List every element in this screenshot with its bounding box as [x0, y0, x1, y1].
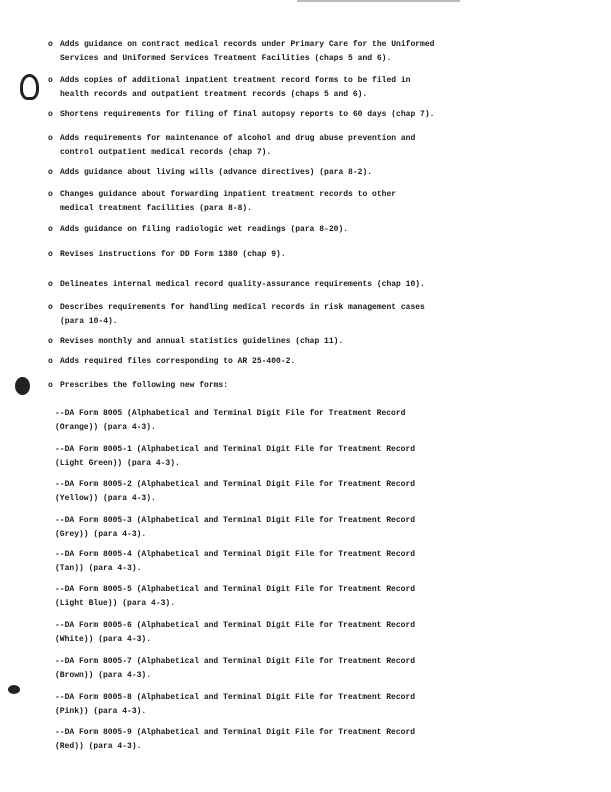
- change-item: [48, 38, 468, 66]
- form-item: [55, 619, 475, 647]
- scan-top-rule: [297, 0, 460, 2]
- form-line-1: --DA Form 8005-1 (Alphabetical and Terminal Digit File for Treatment Record: [55, 445, 416, 454]
- change-item: [48, 379, 468, 393]
- form-line-1: --DA Form 8005-8 (Alphabetical and Terminal Digit File for Treatment Record: [55, 693, 416, 702]
- form-item: [55, 691, 475, 719]
- change-item: [48, 74, 468, 102]
- punch-hole-mark: [20, 74, 39, 100]
- change-line-1: Adds guidance on filing radiologic wet readings (para 8-20).: [60, 225, 349, 234]
- form-line-1: --DA Form 8005-5 (Alphabetical and Terminal Digit File for Treatment Record: [55, 585, 416, 594]
- bullet: o: [48, 168, 53, 177]
- form-line-1: --DA Form 8005-6 (Alphabetical and Terminal Digit File for Treatment Record: [55, 621, 416, 630]
- form-line-2: (White)) (para 4-3).: [55, 635, 152, 644]
- form-line-1: --DA Form 8005-9 (Alphabetical and Terminal Digit File for Treatment Record: [55, 728, 416, 737]
- change-item: [48, 223, 468, 237]
- change-line-2: control outpatient medical records (chap 7).: [60, 148, 272, 157]
- change-line-1: Revises monthly and annual statistics guidelines (chap 11).: [60, 337, 344, 346]
- bullet: o: [48, 134, 53, 143]
- change-line-1: Adds requirements for maintenance of alcohol and drug abuse prevention and: [60, 134, 416, 143]
- change-item: [48, 355, 468, 369]
- form-line-2: (Light Green)) (para 4-3).: [55, 459, 180, 468]
- form-line-2: (Tan)) (para 4-3).: [55, 564, 142, 573]
- punch-hole-mark: [8, 685, 20, 694]
- form-line-2: (Light Blue)) (para 4-3).: [55, 599, 176, 608]
- bullet: o: [48, 110, 53, 119]
- form-line-1: --DA Form 8005-7 (Alphabetical and Terminal Digit File for Treatment Record: [55, 657, 416, 666]
- form-item: [55, 407, 475, 435]
- change-item: [48, 132, 468, 160]
- bullet: o: [48, 381, 53, 390]
- bullet: o: [48, 40, 53, 49]
- change-item: [48, 335, 468, 349]
- change-line-2: (para 10-4).: [60, 317, 118, 326]
- form-item: [55, 478, 475, 506]
- form-line-2: (Yellow)) (para 4-3).: [55, 494, 156, 503]
- change-line-1: Adds copies of additional inpatient treatment record forms to be filed in: [60, 76, 411, 85]
- change-item: [48, 301, 468, 329]
- form-item: [55, 655, 475, 683]
- form-line-2: (Brown)) (para 4-3).: [55, 671, 152, 680]
- form-line-1: --DA Form 8005 (Alphabetical and Terminal Digit File for Treatment Record: [55, 409, 406, 418]
- form-line-2: (Red)) (para 4-3).: [55, 742, 142, 751]
- change-line-2: Services and Uniformed Services Treatment Facilities (chaps 5 and 6).: [60, 54, 392, 63]
- form-item: [55, 726, 475, 754]
- change-line-1: Adds guidance about living wills (advance directives) (para 8-2).: [60, 168, 373, 177]
- bullet: o: [48, 190, 53, 199]
- bullet: o: [48, 337, 53, 346]
- change-item: [48, 188, 468, 216]
- change-line-1: Adds guidance on contract medical records under Primary Care for the Uniformed: [60, 40, 435, 49]
- form-line-2: (Grey)) (para 4-3).: [55, 530, 147, 539]
- change-line-1: Shortens requirements for filing of final autopsy reports to 60 days (chap 7).: [60, 110, 435, 119]
- bullet: o: [48, 225, 53, 234]
- bullet: o: [48, 280, 53, 289]
- form-line-2: (Orange)) (para 4-3).: [55, 423, 156, 432]
- change-line-1: Describes requirements for handling medical records in risk management cases: [60, 303, 425, 312]
- form-line-2: (Pink)) (para 4-3).: [55, 707, 147, 716]
- change-line-1: Revises instructions for DD Form 1380 (chap 9).: [60, 250, 286, 259]
- change-item: [48, 108, 468, 122]
- change-line-1: Delineates internal medical record quality-assurance requirements (chap 10).: [60, 280, 425, 289]
- form-item: [55, 583, 475, 611]
- form-line-1: --DA Form 8005-2 (Alphabetical and Terminal Digit File for Treatment Record: [55, 480, 416, 489]
- punch-hole-mark: [15, 377, 30, 395]
- change-item: [48, 166, 468, 180]
- change-line-1: Changes guidance about forwarding inpatient treatment records to other: [60, 190, 397, 199]
- bullet: o: [48, 250, 53, 259]
- form-item: [55, 443, 475, 471]
- change-line-1: Prescribes the following new forms:: [60, 381, 229, 390]
- change-item: [48, 278, 468, 292]
- bullet: o: [48, 76, 53, 85]
- bullet: o: [48, 357, 53, 366]
- change-item: [48, 248, 468, 262]
- form-line-1: --DA Form 8005-3 (Alphabetical and Terminal Digit File for Treatment Record: [55, 516, 416, 525]
- change-line-2: medical treatment facilities (para 8-8).: [60, 204, 253, 213]
- change-line-2: health records and outpatient treatment records (chaps 5 and 6).: [60, 90, 368, 99]
- form-line-1: --DA Form 8005-4 (Alphabetical and Terminal Digit File for Treatment Record: [55, 550, 416, 559]
- change-line-1: Adds required files corresponding to AR 25-400-2.: [60, 357, 296, 366]
- bullet: o: [48, 303, 53, 312]
- form-item: [55, 548, 475, 576]
- form-item: [55, 514, 475, 542]
